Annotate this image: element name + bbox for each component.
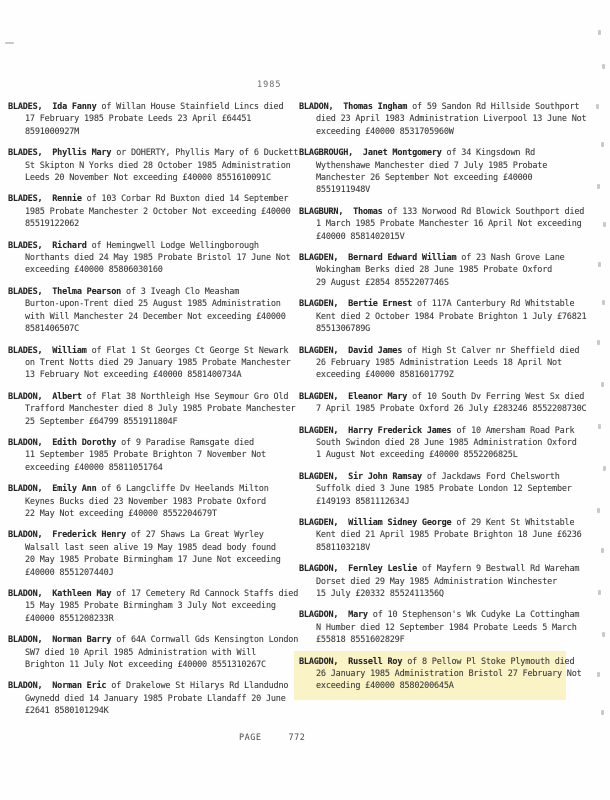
- probate-entry: [8, 588, 297, 625]
- entry-name: BLAGDEN, Sir John Ramsay: [299, 471, 422, 482]
- probate-entry: [8, 193, 297, 230]
- scan-artifact: [602, 64, 605, 69]
- scan-artifact: [598, 30, 601, 35]
- entry-line: exceeding £40000 8531705960W: [316, 126, 454, 137]
- scan-artifact: [597, 672, 600, 677]
- scan-artifact: [601, 548, 604, 553]
- entry-line: BLADES, Ida Fanny of Willan House Stainfield Lincs died: [8, 102, 284, 112]
- entry-line: £40000 8551208233R: [25, 613, 114, 624]
- entry-line: Wokingham Berks died 28 June 1985 Probate Oxford: [316, 265, 553, 276]
- footer-page-label: PAGE: [239, 733, 262, 743]
- entry-line: Dorset died 29 May 1985 Administration Winchester: [316, 576, 557, 587]
- probate-entry: [8, 437, 297, 474]
- probate-entry: [8, 345, 297, 382]
- entry-line: died 23 April 1983 Administration Liverpool 13 June Not: [316, 114, 587, 125]
- page-year-header: 1985: [257, 80, 282, 90]
- scan-artifact: [601, 142, 604, 147]
- entry-line: 85519122062: [25, 219, 80, 230]
- entry-name: BLAGDEN, Eleanor Mary: [299, 391, 408, 402]
- entry-line: BLADON, Norman Eric of Drakelowe St Hilarys Rd Llandudno: [8, 681, 289, 692]
- probate-entry: [299, 252, 591, 289]
- entry-line: St Skipton N Yorks died 28 October 1985 Administration: [25, 160, 291, 171]
- probate-entry: [299, 345, 591, 382]
- entry-name: BLADES, Richard: [8, 240, 87, 251]
- entry-line: Leeds 20 November Not exceeding £40000 8551610091C: [25, 173, 271, 184]
- entry-line: with Will Manchester 24 December Not exceeding £40000: [25, 311, 286, 322]
- entry-line: 17 February 1985 Probate Leeds 23 April £64451: [25, 114, 252, 125]
- entry-name: BLAGBURN, Thomas: [299, 206, 383, 217]
- entry-line: £55818 8551602829F: [316, 635, 405, 646]
- entry-line: 26 January 1985 Administration Bristol 27 February Not: [316, 669, 582, 680]
- entry-name: BLADES, Phyllis Mary: [8, 148, 112, 159]
- entry-line: 15 May 1985 Probate Birmingham 3 July Not exceeding: [25, 601, 276, 612]
- entry-line: BLAGDEN, David James of High St Calver nr Sheffield died: [299, 345, 580, 356]
- entry-name: BLADON, Frederick Henry: [8, 530, 127, 541]
- entry-name: BLAGDEN, Bernard Edward William: [299, 253, 457, 264]
- entry-line: exceeding £40000 8580200645A: [316, 681, 454, 692]
- probate-entry: [8, 680, 297, 717]
- entry-name: BLADON, Emily Ann: [8, 484, 97, 495]
- entry-line: Keynes Bucks died 23 November 1983 Probate Oxford: [25, 496, 266, 507]
- entry-line: BLADON, Norman Barry of 64A Cornwall Gds Kensington London: [8, 635, 299, 646]
- probate-entry: [299, 425, 591, 462]
- entry-line: BLAGDEN, William Sidney George of 29 Kent St Whitstable: [299, 517, 575, 528]
- entry-name: BLADON, Kathleen May: [8, 589, 112, 599]
- entry-line: 29 August £2854 8552207746S: [316, 277, 449, 288]
- probate-entry: [8, 529, 297, 579]
- entry-name: BLAGBROUGH, Janet Montgomery: [299, 148, 442, 159]
- entry-line: BLAGBROUGH, Janet Montgomery of 34 Kingsdown Rd: [299, 148, 536, 159]
- probate-entry: [299, 609, 591, 646]
- entry-line: Wythenshawe Manchester died 7 July 1985 Probate: [316, 160, 548, 171]
- scan-artifact: [597, 340, 600, 345]
- probate-entry: [8, 147, 297, 184]
- entry-name: BLADES, Thelma Pearson: [8, 286, 122, 297]
- scan-artifact: [602, 632, 605, 637]
- entry-line: Brighton 11 July Not exceeding £40000 8551310267C: [25, 660, 266, 671]
- entry-line: Northants died 24 May 1985 Probate Bristol 17 June Not: [25, 253, 291, 264]
- entry-line: 20 May 1985 Probate Birmingham 17 June Not exceeding: [25, 555, 281, 566]
- probate-entry: [8, 101, 297, 138]
- page-footer: [239, 733, 305, 743]
- scan-artifact: [601, 382, 604, 387]
- entry-line: Manchester 26 September Not exceeding £40000: [316, 173, 533, 184]
- scan-artifact: [596, 104, 599, 109]
- entry-name: BLADON, Norman Eric: [8, 681, 107, 692]
- probate-entry: [8, 286, 297, 336]
- footer-page-number: 772: [288, 733, 306, 743]
- entry-line: BLADES, Rennie of 103 Corbar Rd Buxton died 14 September: [8, 194, 289, 205]
- entry-line: 7 April 1985 Probate Oxford 26 July £283246 8552208730C: [316, 404, 587, 415]
- entry-line: exceeding £40000 85806030160: [25, 265, 163, 276]
- entry-name: BLAGDEN, David James: [299, 345, 403, 356]
- probate-entry: [299, 391, 591, 416]
- entry-line: 8581406507C: [25, 324, 80, 335]
- entry-line: 8591000927M: [25, 126, 80, 137]
- scan-artifact: [597, 508, 600, 513]
- scan-artifact: [602, 300, 605, 305]
- entry-line: BLAGDON, Russell Roy of 8 Pellow Pl Stoke Plymouth died: [299, 656, 575, 667]
- entry-name: BLAGDEN, Harry Frederick James: [299, 425, 452, 436]
- entry-name: BLADON, Thomas Ingham: [299, 102, 408, 112]
- entry-line: Burton-upon-Trent died 25 August 1985 Administration: [25, 299, 281, 310]
- entry-line: £40000 8581402015V: [316, 231, 405, 242]
- entry-line: BLAGDEN, Harry Frederick James of 10 Amersham Road Park: [299, 425, 575, 436]
- entry-line: BLADON, Emily Ann of 6 Langcliffe Dv Heelands Milton: [8, 484, 269, 495]
- probate-entry: [8, 634, 297, 671]
- entry-line: 22 May Not exceeding £40000 8552204679T: [25, 508, 217, 519]
- entry-line: Trafford Manchester died 8 July 1985 Probate Manchester: [25, 404, 296, 415]
- entry-line: £2641 8580101294K: [25, 706, 109, 717]
- entry-line: 26 February 1985 Administration Leeds 18 April Not: [316, 357, 562, 368]
- entry-line: BLADON, Frederick Henry of 27 Shaws La Great Wyrley: [8, 530, 264, 541]
- entry-line: exceeding £40000 8581601779Z: [316, 370, 454, 381]
- entry-line: Walsall last seen alive 19 May 1985 dead body found: [25, 542, 276, 553]
- entry-line: 8581103218V: [316, 542, 371, 553]
- entry-line: Kent died 21 April 1985 Probate Brighton 18 June £6236: [316, 530, 582, 541]
- entry-name: BLADON, Norman Barry: [8, 635, 112, 646]
- entry-line: BLADON, Thomas Ingham of 59 Sandon Rd Hillside Southport: [299, 102, 580, 112]
- probate-entry: [299, 298, 591, 335]
- entry-line: 1985 Probate Manchester 2 October Not exceeding £40000: [25, 206, 291, 217]
- entry-line: 8551306789G: [316, 324, 371, 335]
- probate-entry: [299, 563, 591, 600]
- entry-name: BLADON, Edith Dorothy: [8, 437, 117, 448]
- entry-line: BLAGDEN, Eleanor Mary of 10 South Dv Ferring West Sx died: [299, 391, 585, 402]
- entry-line: BLAGDEN, Bernard Edward William of 23 Nash Grove Lane: [299, 253, 565, 264]
- entry-line: 8551911948V: [316, 185, 371, 196]
- scan-artifact: [603, 466, 606, 471]
- scan-artifact: [598, 590, 601, 595]
- entry-name: BLAGDEN, Bertie Ernest: [299, 299, 413, 310]
- probate-entry: [299, 517, 591, 554]
- entry-line: exceeding £40000 85811051764: [25, 462, 163, 473]
- entry-line: 1 August Not exceeding £40000 8552206825L: [316, 450, 518, 461]
- entry-line: BLADES, Thelma Pearson of 3 Iveagh Clo Measham: [8, 286, 240, 297]
- scan-artifact: [603, 222, 606, 227]
- probate-entry: [299, 101, 591, 138]
- entry-line: N Humber died 12 September 1984 Probate Leeds 5 March: [316, 622, 577, 633]
- entry-name: BLADON, Albert: [8, 391, 82, 402]
- probate-entry: [8, 240, 297, 277]
- probate-entry: [299, 206, 591, 243]
- entry-line: BLAGDON, Mary of 10 Stephenson's Wk Cudyke La Cottingham: [299, 610, 580, 621]
- probate-entry: [8, 483, 297, 520]
- scan-artifact: [598, 262, 601, 267]
- entry-line: South Swindon died 28 June 1985 Administration Oxford: [316, 437, 577, 448]
- entry-line: 15 July £20332 8552411356Q: [316, 589, 444, 599]
- probate-entry-highlighted: [294, 651, 582, 700]
- entry-line: BLADES, Phyllis Mary or DOHERTY, Phyllis Mary of 6 Duckett: [8, 148, 299, 159]
- entry-line: 25 September £64799 8551911804F: [25, 416, 178, 427]
- entry-name: BLAGDON, Fernley Leslie: [299, 564, 418, 575]
- scan-artifact: [5, 42, 14, 44]
- probate-entry: [8, 391, 297, 428]
- entry-line: Kent died 2 October 1984 Probate Brighton 1 July £76821: [316, 311, 587, 322]
- entry-line: BLADES, William of Flat 1 St Georges Ct George St Newark: [8, 345, 289, 356]
- entry-name: BLAGDON, Mary: [299, 610, 368, 621]
- entry-name: BLAGDON, Russell Roy: [299, 656, 403, 667]
- scan-artifact: [601, 710, 604, 715]
- entry-name: BLAGDEN, William Sidney George: [299, 517, 452, 528]
- entry-line: BLADON, Kathleen May of 17 Cemetery Rd Cannock Staffs died: [8, 589, 299, 599]
- entry-line: 11 September 1985 Probate Brighton 7 November Not: [25, 450, 266, 461]
- entry-line: BLAGBURN, Thomas of 133 Norwood Rd Blowick Southport died: [299, 206, 585, 217]
- entry-line: BLAGDEN, Sir John Ramsay of Jackdaws Ford Chelsworth: [299, 471, 560, 482]
- entry-line: on Trent Notts died 29 January 1985 Probate Manchester: [25, 357, 291, 368]
- probate-entry: [299, 147, 591, 197]
- entry-line: Suffolk died 3 June 1985 Probate London 12 September: [316, 484, 572, 495]
- entry-name: BLADES, William: [8, 345, 87, 356]
- left-column: [8, 101, 297, 727]
- entry-line: £149193 8581112634J: [316, 496, 410, 507]
- entry-line: SW7 died 10 April 1985 Administration with Will: [25, 647, 257, 658]
- entry-line: BLAGDON, Fernley Leslie of Mayfern 9 Bestwall Rd Wareham: [299, 564, 580, 575]
- entry-name: BLADES, Rennie: [8, 194, 82, 205]
- entry-name: BLADES, Ida Fanny: [8, 102, 97, 112]
- entry-line: BLADES, Richard of Hemingwell Lodge Wellingborough: [8, 240, 259, 251]
- scan-artifact: [598, 424, 601, 429]
- probate-entry: [299, 471, 591, 508]
- entry-line: £40000 8551207440J: [25, 567, 114, 578]
- entry-line: BLADON, Albert of Flat 38 Northleigh Hse Seymour Gro Old: [8, 391, 289, 402]
- entry-line: Gwynedd died 14 January 1985 Probate Llandaff 20 June: [25, 693, 286, 704]
- entry-line: BLADON, Edith Dorothy of 9 Paradise Ramsgate died: [8, 437, 254, 448]
- scan-artifact: [597, 184, 600, 189]
- right-column: [299, 101, 591, 704]
- entry-line: 1 March 1985 Probate Manchester 16 April Not exceeding: [316, 219, 582, 230]
- entry-line: 13 February Not exceeding £40000 8581400734A: [25, 370, 242, 381]
- entry-line: BLAGDEN, Bertie Ernest of 117A Canterbury Rd Whitstable: [299, 299, 575, 310]
